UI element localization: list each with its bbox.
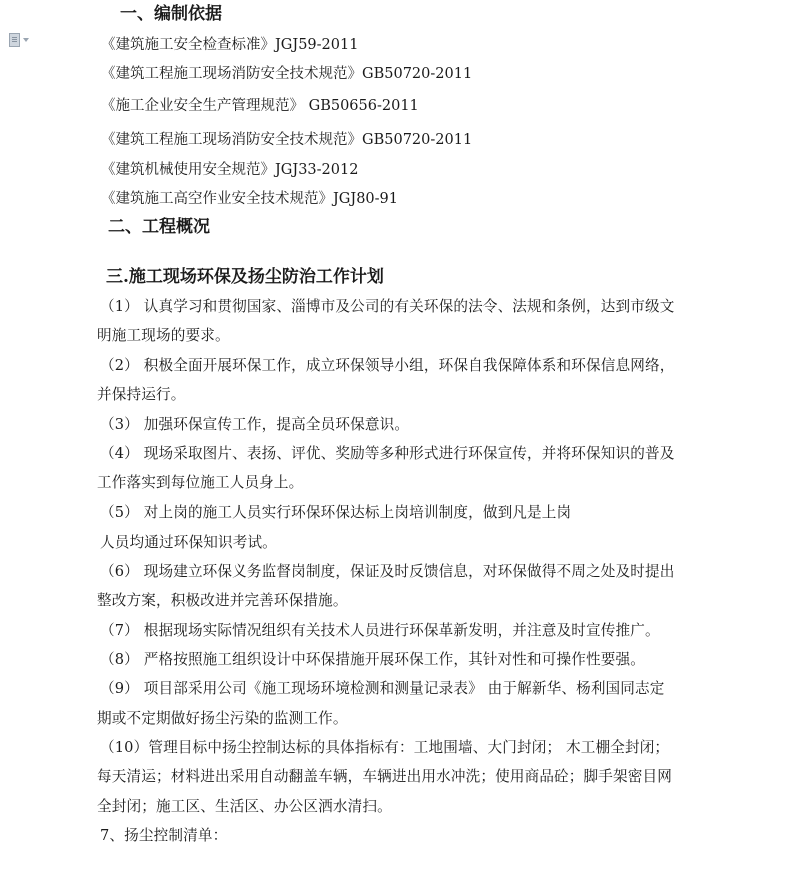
paragraph-line: （1） 认真学习和贯彻国家、淄博市及公司的有关环保的法令、法规和条例，达到市级文 [100, 298, 675, 315]
paragraph-line: （8） 严格按照施工组织设计中环保措施开展环保工作，其针对性和可操作性要强。 [100, 651, 646, 668]
paragraph-line: （3） 加强环保宣传工作，提高全员环保意识。 [100, 416, 410, 433]
paragraph-line: （4） 现场采取图片、表扬、评优、奖励等多种形式进行环保宣传，并将环保知识的普及 [100, 445, 675, 462]
paragraph-line: 并保持运行。 [97, 386, 186, 403]
paragraph-line: 7、扬尘控制清单： [100, 827, 228, 844]
paragraph-line: 整改方案，积极改进并完善环保措施。 [97, 592, 348, 609]
sheet-icon [9, 33, 20, 47]
paragraph-line: 期或不定期做好扬尘污染的监测工作。 [97, 710, 348, 727]
paragraph-line: 每天清运；材料进出采用自动翻盖车辆，车辆进出用水冲洗；使用商品砼；脚手架密目网 [97, 768, 673, 785]
standard-item: 《建筑施工高空作业安全技术规范》JGJ80-91 [101, 191, 399, 207]
heading-basis: 一、编制依据 [120, 4, 222, 24]
standard-item: 《建筑工程施工现场消防安全技术规范》GB50720-2011 [101, 66, 473, 82]
standard-item: 《施工企业安全生产管理规范》 GB50656-2011 [101, 98, 419, 114]
paragraph-line: （2） 积极全面开展环保工作，成立环保领导小组，环保自我保障体系和环保信息网络， [100, 357, 675, 374]
paragraph-line: （6） 现场建立环保义务监督岗制度，保证及时反馈信息，对环保做得不周之处及时提出 [100, 563, 675, 580]
standard-item: 《建筑机械使用安全规范》JGJ33-2012 [101, 162, 359, 178]
heading-overview: 二、工程概况 [108, 217, 210, 237]
paragraph-line: （9） 项目部采用公司《施工现场环境检测和测量记录表》 由于解新华、杨利国同志定 [100, 680, 665, 697]
paragraph-line: （5） 对上岗的施工人员实行环保环保达标上岗培训制度，做到凡是上岗 [100, 504, 572, 521]
paragraph-line: 全封闭；施工区、生活区、办公区洒水清扫。 [97, 798, 392, 815]
paragraph-line: （10）管理目标中扬尘控制达标的具体指标有：工地围墙、大门封闭； 木工棚全封闭； [100, 739, 670, 756]
standard-item: 《建筑工程施工现场消防安全技术规范》GB50720-2011 [101, 132, 473, 148]
standard-item: 《建筑施工安全检查标准》JGJ59-2011 [101, 37, 359, 53]
paragraph-line: （7） 根据现场实际情况组织有关技术人员进行环保革新发明，并注意及时宣传推广。 [100, 622, 660, 639]
paragraph-line: 明施工现场的要求。 [97, 327, 230, 344]
chevron-down-icon [23, 38, 29, 42]
paragraph-line: 人员均通过环保知识考试。 [100, 534, 277, 551]
paragraph-line: 工作落实到每位施工人员身上。 [97, 474, 304, 491]
document-icon[interactable] [9, 33, 35, 47]
heading-plan: 三.施工现场环保及扬尘防治工作计划 [106, 267, 384, 287]
